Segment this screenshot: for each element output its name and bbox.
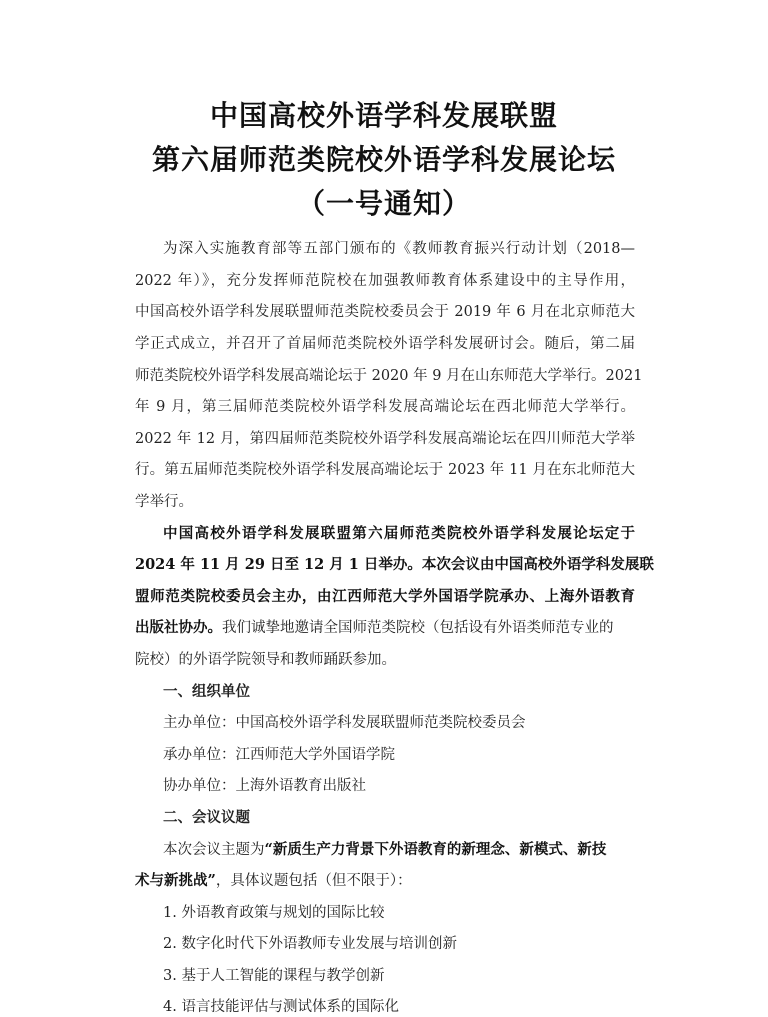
org-item: 主办单位：中国高校外语学科发展联盟师范类院校委员会: [163, 715, 526, 731]
para1-line: 2022 年）》，充分发挥师范院校在加强教师教育体系建设中的主导作用，: [135, 273, 635, 289]
topic-item: 1. 外语教育政策与规划的国际比较: [163, 905, 385, 921]
para1-line: 学举行。: [135, 494, 193, 510]
theme-text: 术与新挑战”: [135, 872, 216, 889]
para1-line: 中国高校外语学科发展联盟师范类院校委员会于 2019 年 6 月在北京师范大: [135, 304, 635, 320]
topic-item: 2. 数字化时代下外语教师专业发展与培训创新: [163, 936, 457, 952]
section1-heading: 一、组织单位: [163, 684, 250, 700]
title-line-1: 中国高校外语学科发展联盟: [209, 99, 558, 132]
para2-bold-line: 中国高校外语学科发展联盟第六届师范类院校外语学科发展论坛定于: [163, 525, 635, 542]
org-item: 协办单位：上海外语教育出版社: [163, 778, 366, 794]
section2-intro-line: [163, 840, 635, 860]
section2-intro-line: [135, 871, 635, 891]
para1-line: 师范类院校外语学科发展高端论坛于 2020 年 9 月在山东师范大学举行。2021: [135, 368, 643, 384]
para1-line: 为深入实施教育部等五部门颁布的《教师教育振兴行动计划（2018—: [163, 241, 635, 257]
para1-line: 行。第五届师范类院校外语学科发展高端论坛于 2023 年 11 月在东北师范大: [135, 462, 635, 478]
para1-line: 2022 年 12 月，第四届师范类院校外语学科发展高端论坛在四川师范大学举: [135, 431, 635, 447]
para2-bold-line: 盟师范类院校委员会主办，由江西师范大学外国语学院承办、上海外语教育: [135, 588, 635, 605]
intro-prefix: 本次会议主题为: [163, 842, 265, 858]
section2-heading: 二、会议议题: [163, 810, 250, 826]
title-line-2: 第六届师范类院校外语学科发展论坛: [151, 143, 616, 176]
org-item: 承办单位：江西师范大学外国语学院: [163, 747, 395, 763]
para2-line: 院校）的外语学院领导和教师踊跃参加。: [135, 652, 396, 668]
topic-item: 3. 基于人工智能的课程与教学创新: [163, 968, 385, 984]
intro-suffix: ，具体议题包括（但不限于）：: [215, 873, 412, 889]
para2-bold-tail: 出版社协办。: [135, 619, 222, 636]
para2-mixed-line: [135, 618, 635, 638]
para2-bold-line: 2024 年 11 月 29 日至 12 月 1 日举办。本次会议由中国高校外语学科发展联: [135, 556, 654, 573]
theme-text: “新质生产力背景下外语教育的新理念、新模式、新技: [264, 841, 607, 858]
title-line-3: （一号通知）: [296, 187, 471, 220]
para1-line: 年 9 月，第三届师范类院校外语学科发展高端论坛在西北师范大学举行。: [135, 399, 635, 415]
topic-item: 4. 语言技能评估与测试体系的国际化: [163, 999, 399, 1015]
para1-line: 学正式成立，并召开了首届师范类院校外语学科发展研讨会。随后，第二届: [135, 336, 635, 352]
para2-rest-text: 我们诚挚地邀请全国师范类院校（包括设有外语类师范专业的: [222, 620, 614, 636]
